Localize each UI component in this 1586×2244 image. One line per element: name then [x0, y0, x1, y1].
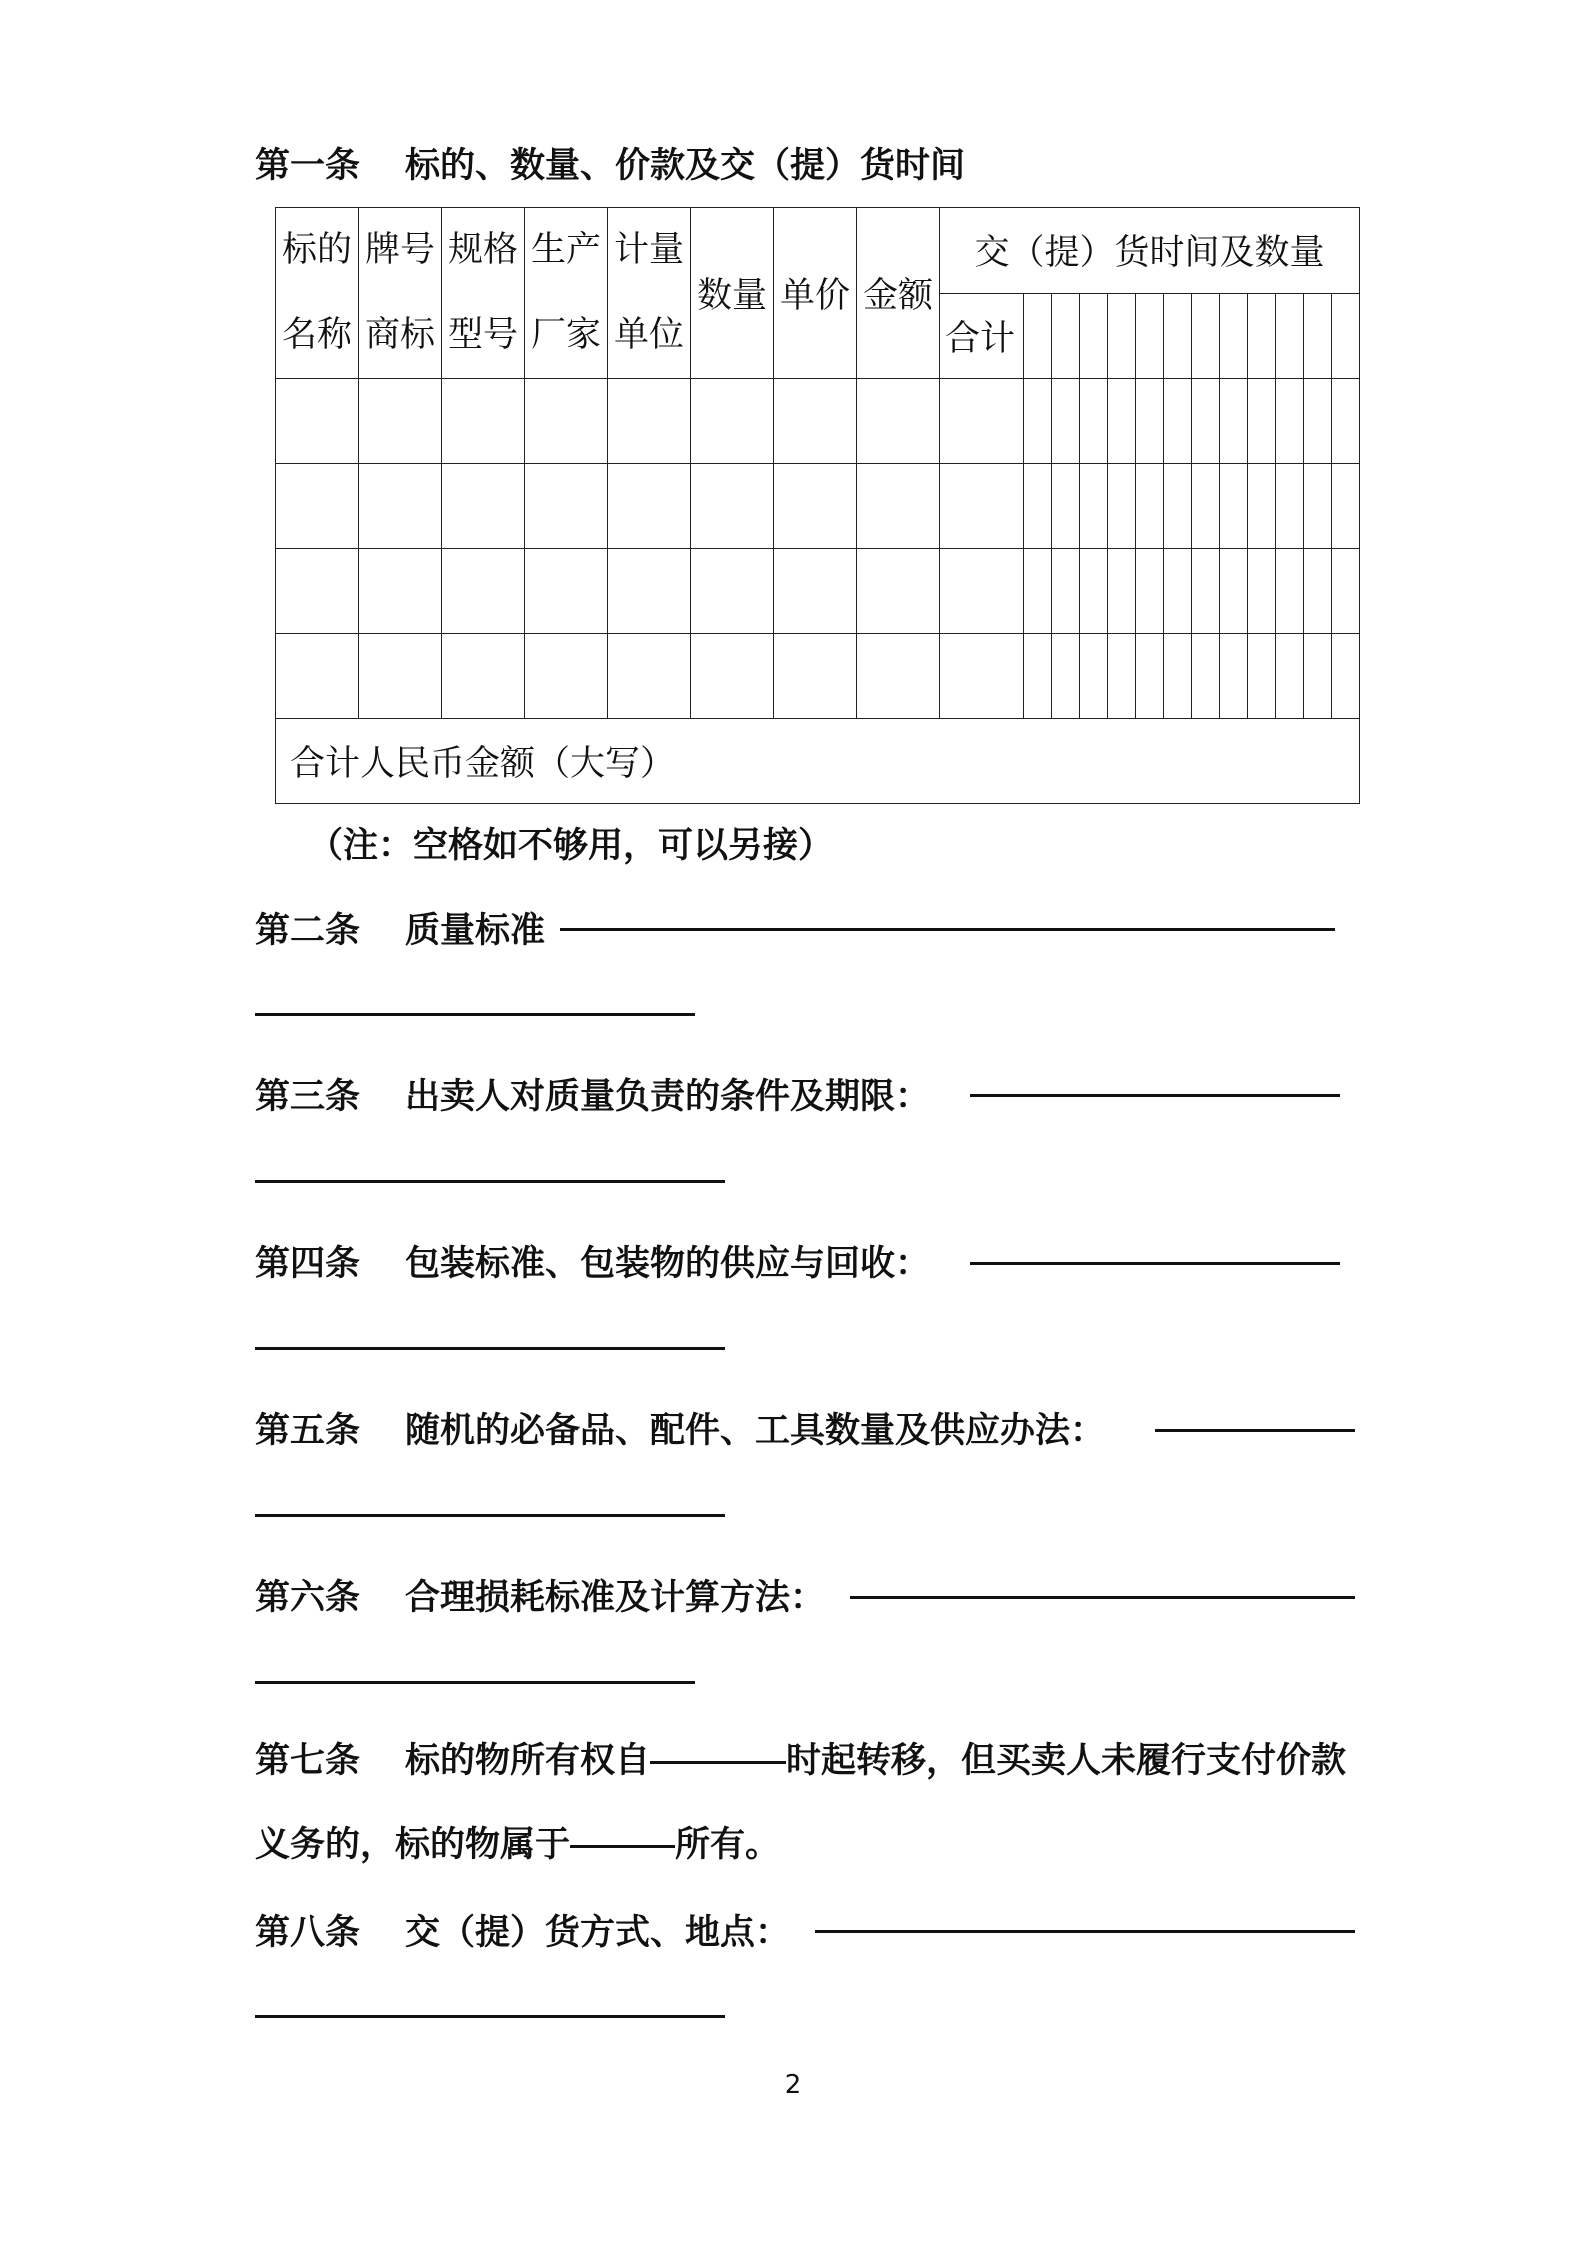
article-6-heading: 第六条 合理损耗标准及计算方法：	[255, 1578, 826, 1618]
article-1-heading	[255, 138, 965, 188]
table-cell	[1052, 634, 1080, 719]
header-unit-price: 单价	[774, 208, 857, 379]
table-cell	[1192, 379, 1220, 464]
table-cell	[1164, 634, 1192, 719]
table-cell	[1304, 549, 1332, 634]
fill-in-line[interactable]	[970, 1094, 1340, 1097]
table-cell[interactable]	[691, 634, 774, 719]
date-cell	[1136, 293, 1164, 379]
table-cell	[1108, 379, 1136, 464]
article-7-paragraph: 第七条 标的物所有权自 时起转移，但买卖人未履行支付价款义务的，标的物属于 所有。	[255, 1741, 1347, 1865]
table-cell	[1080, 464, 1108, 549]
table-cell	[1052, 464, 1080, 549]
table-cell[interactable]	[525, 464, 608, 549]
table-cell	[1024, 379, 1052, 464]
table-cell	[1248, 634, 1276, 719]
table-cell	[1220, 464, 1248, 549]
table-cell[interactable]	[276, 634, 359, 719]
table-cell[interactable]	[774, 549, 857, 634]
fill-in-line[interactable]	[255, 2015, 725, 2018]
table-cell[interactable]	[608, 634, 691, 719]
table-cell[interactable]	[608, 464, 691, 549]
table-cell[interactable]	[940, 634, 1024, 719]
table-note: （注：空格如不够用，可以另接）	[308, 826, 834, 866]
table-cell[interactable]	[359, 379, 442, 464]
page-number: 2	[784, 2070, 802, 2100]
table-header-row	[276, 208, 1360, 294]
table-cell	[1192, 464, 1220, 549]
date-cell	[1332, 293, 1360, 379]
table-total-row	[276, 719, 1360, 804]
table-cell[interactable]	[276, 464, 359, 549]
fill-in-line[interactable]	[570, 1845, 675, 1848]
table-row	[276, 464, 1360, 549]
table-cell	[1332, 379, 1360, 464]
table-cell	[1052, 379, 1080, 464]
fill-in-line[interactable]	[650, 1761, 786, 1764]
table-cell	[1052, 549, 1080, 634]
table-cell	[1136, 634, 1164, 719]
fill-in-line[interactable]	[255, 1514, 725, 1517]
table-cell	[1332, 549, 1360, 634]
article-title: 标的、数量、价款及交（提）货时间	[405, 146, 966, 186]
table-cell[interactable]	[359, 549, 442, 634]
article-number: 第一条	[255, 146, 361, 186]
header-manufacturer: 生产 厂家	[525, 208, 608, 379]
table-cell	[1108, 549, 1136, 634]
table-cell[interactable]	[525, 549, 608, 634]
fill-in-line[interactable]	[970, 1262, 1340, 1265]
table-cell[interactable]	[857, 634, 940, 719]
table-cell[interactable]	[608, 379, 691, 464]
table-cell[interactable]	[608, 549, 691, 634]
fill-in-line[interactable]	[255, 1681, 695, 1684]
date-cell	[1192, 293, 1220, 379]
goods-table	[275, 207, 1360, 804]
header-amount: 金额	[857, 208, 940, 379]
table-cell[interactable]	[857, 379, 940, 464]
total-amount-label[interactable]: 合计人民币金额（大写）	[276, 719, 1360, 804]
table-cell	[1276, 549, 1304, 634]
date-cell	[1304, 293, 1332, 379]
table-cell	[1276, 634, 1304, 719]
header-brand: 牌号 商标	[359, 208, 442, 379]
date-cell	[1080, 293, 1108, 379]
table-cell	[1136, 549, 1164, 634]
table-cell	[1024, 549, 1052, 634]
table-cell[interactable]	[940, 379, 1024, 464]
date-cell	[1220, 293, 1248, 379]
table-cell[interactable]	[940, 549, 1024, 634]
header-unit: 计量 单位	[608, 208, 691, 379]
table-cell	[1136, 379, 1164, 464]
table-row	[276, 634, 1360, 719]
date-cell	[1276, 293, 1304, 379]
table-cell	[1080, 379, 1108, 464]
header-specification: 规格 型号	[442, 208, 525, 379]
date-cell	[1164, 293, 1192, 379]
table-cell[interactable]	[691, 379, 774, 464]
fill-in-line[interactable]	[255, 1180, 725, 1183]
table-cell	[1192, 634, 1220, 719]
table-cell	[1332, 464, 1360, 549]
table-cell	[1304, 634, 1332, 719]
article-3-heading: 第三条 出卖人对质量负责的条件及期限：	[255, 1077, 931, 1117]
date-cell	[1108, 293, 1136, 379]
table-cell	[1024, 464, 1052, 549]
table-row	[276, 379, 1360, 464]
table-cell	[1248, 464, 1276, 549]
table-cell	[1248, 379, 1276, 464]
table-cell[interactable]	[359, 634, 442, 719]
table-cell[interactable]	[442, 549, 525, 634]
article-2-heading: 第二条 质量标准	[255, 911, 546, 951]
header-quantity: 数量	[691, 208, 774, 379]
table-cell[interactable]	[359, 464, 442, 549]
fill-in-line[interactable]	[255, 1347, 725, 1350]
table-cell	[1024, 634, 1052, 719]
fill-in-line[interactable]	[850, 1596, 1355, 1599]
table-cell[interactable]	[940, 464, 1024, 549]
table-cell	[1108, 634, 1136, 719]
fill-in-line[interactable]	[815, 1930, 1355, 1933]
date-cell	[1248, 293, 1276, 379]
table-row	[276, 549, 1360, 634]
table-cell[interactable]	[442, 464, 525, 549]
table-cell[interactable]	[525, 634, 608, 719]
table-cell[interactable]	[774, 379, 857, 464]
table-cell	[1080, 549, 1108, 634]
article-5-heading: 第五条 随机的必备品、配件、工具数量及供应办法：	[255, 1411, 1106, 1451]
article-4-heading: 第四条 包装标准、包装物的供应与回收：	[255, 1244, 931, 1284]
header-subtotal: 合计	[940, 293, 1024, 379]
table-cell[interactable]	[691, 549, 774, 634]
fill-in-line[interactable]	[1155, 1429, 1355, 1432]
table-cell[interactable]	[857, 549, 940, 634]
table-cell	[1192, 549, 1220, 634]
table-cell[interactable]	[691, 464, 774, 549]
table-cell[interactable]	[774, 464, 857, 549]
table-cell	[1248, 549, 1276, 634]
table-cell	[1164, 464, 1192, 549]
table-cell	[1164, 379, 1192, 464]
date-cell	[1052, 293, 1080, 379]
table-cell	[1276, 464, 1304, 549]
article-8-heading: 第八条 交（提）货方式、地点：	[255, 1913, 791, 1953]
table-cell	[1220, 379, 1248, 464]
table-cell[interactable]	[442, 634, 525, 719]
table-cell[interactable]	[857, 464, 940, 549]
header-subject-name: 标的 名称	[276, 208, 359, 379]
date-cell	[1024, 293, 1052, 379]
table-cell[interactable]	[525, 379, 608, 464]
table-cell	[1220, 549, 1248, 634]
table-cell	[1136, 464, 1164, 549]
fill-in-line[interactable]	[255, 1013, 695, 1016]
table-cell[interactable]	[774, 634, 857, 719]
table-cell[interactable]	[442, 379, 525, 464]
table-cell	[1080, 634, 1108, 719]
fill-in-line[interactable]	[560, 928, 1335, 931]
table-cell[interactable]	[276, 379, 359, 464]
table-cell	[1108, 464, 1136, 549]
table-cell	[1164, 549, 1192, 634]
table-cell	[1332, 634, 1360, 719]
header-delivery-time: 交（提）货时间及数量	[940, 208, 1360, 294]
table-cell	[1220, 634, 1248, 719]
table-cell	[1304, 379, 1332, 464]
table-cell	[1304, 464, 1332, 549]
table-cell	[1276, 379, 1304, 464]
table-cell[interactable]	[276, 549, 359, 634]
